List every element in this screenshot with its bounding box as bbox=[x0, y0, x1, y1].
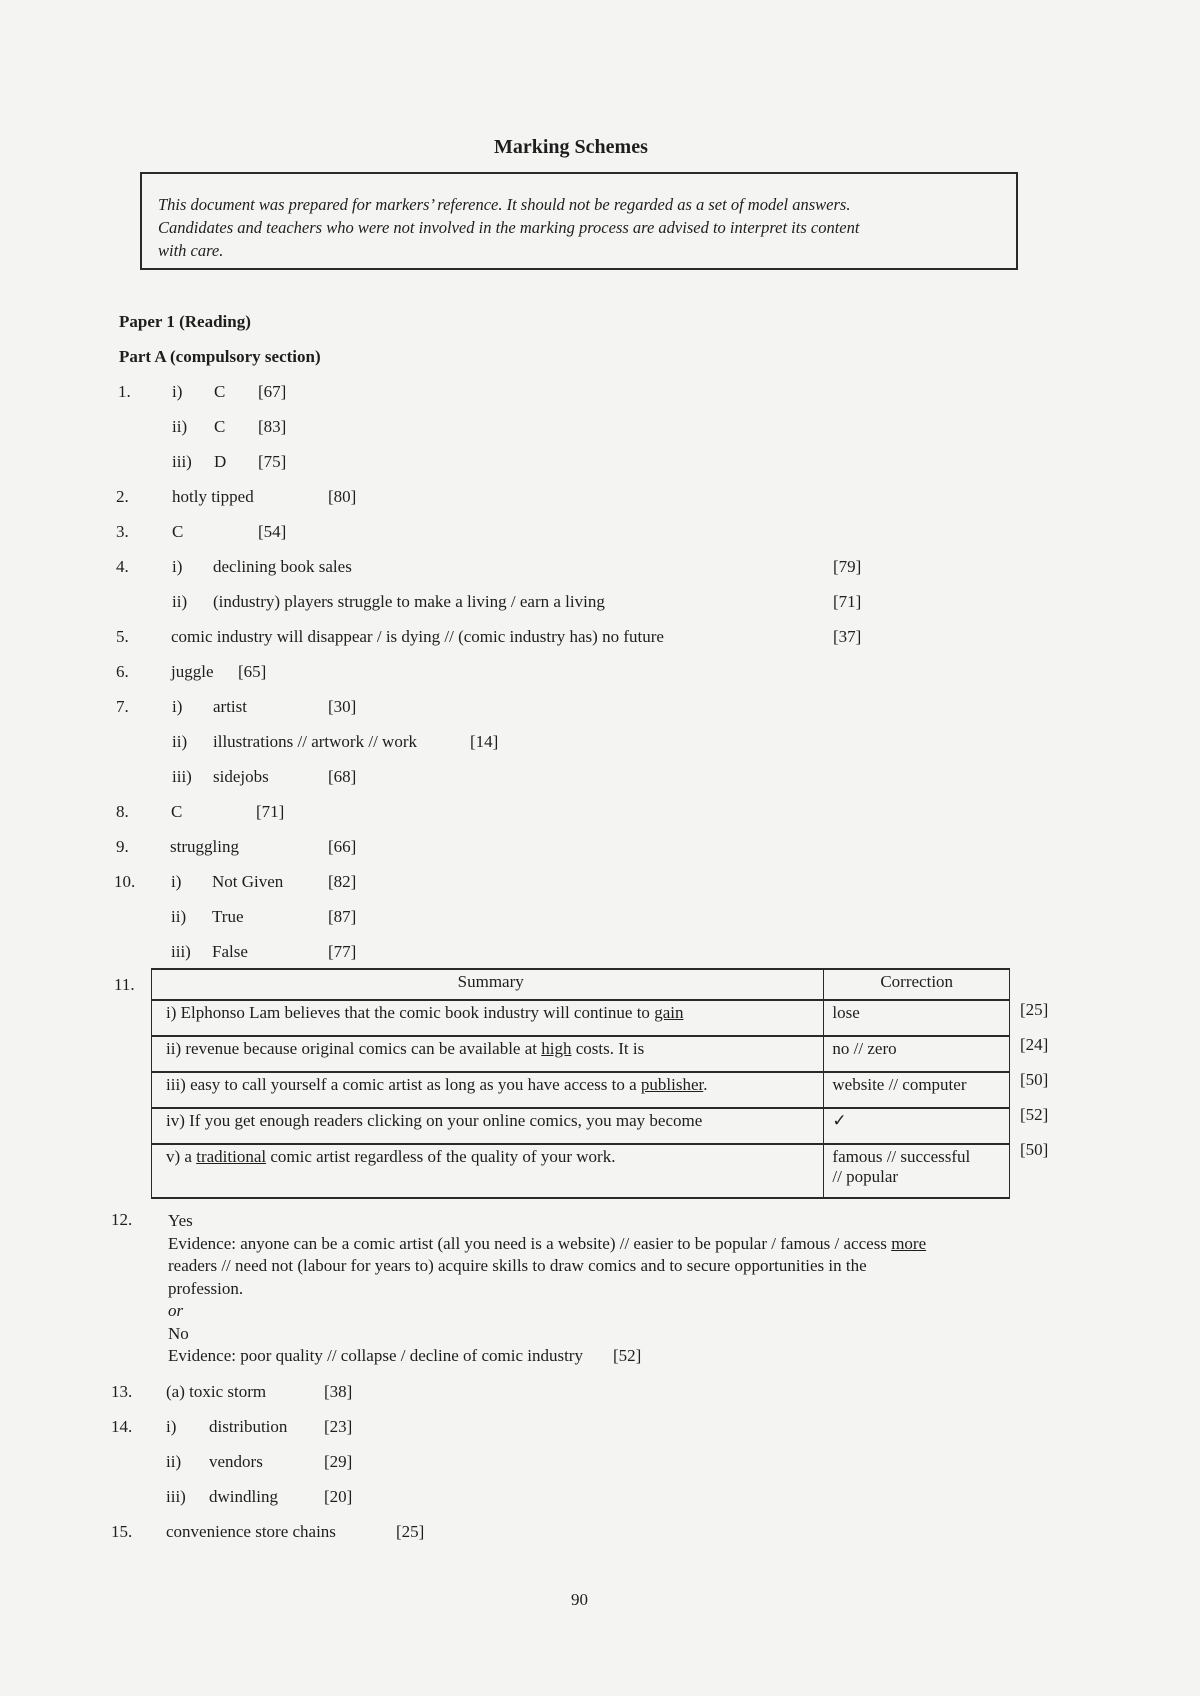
sub-label: iii) bbox=[172, 452, 192, 471]
notice-box bbox=[140, 172, 1018, 270]
answer: illustrations // artwork // work bbox=[213, 732, 417, 751]
answer: comic industry will disappear / is dying // (comic industry has) no future bbox=[171, 627, 664, 646]
mark: [87] bbox=[328, 907, 357, 926]
mark: [71] bbox=[833, 592, 862, 611]
mark: [54] bbox=[258, 522, 287, 541]
question-number: 14. bbox=[111, 1417, 133, 1436]
mark: [37] bbox=[833, 627, 862, 646]
notice-line: with care. bbox=[158, 241, 224, 260]
evidence-text: Evidence: poor quality // collapse / decline of comic industry [52] bbox=[168, 1346, 642, 1365]
mark: [24] bbox=[1020, 1035, 1049, 1054]
notice-line: Candidates and teachers who were not involved in the marking process are advised to interpret its content bbox=[158, 218, 860, 237]
mark: [50] bbox=[1020, 1140, 1049, 1159]
mark: [75] bbox=[258, 452, 287, 471]
correction-cell: famous // successful // popular bbox=[824, 1144, 1010, 1198]
sub-label: iii) bbox=[171, 942, 191, 961]
mark: [65] bbox=[238, 662, 267, 681]
correction-cell: ✓ bbox=[824, 1108, 1010, 1144]
question-number: 15. bbox=[111, 1522, 133, 1541]
sub-label: i) bbox=[171, 872, 182, 891]
answer: C bbox=[171, 802, 183, 821]
question-number: 12. bbox=[111, 1210, 133, 1229]
sub-label: ii) bbox=[166, 1452, 182, 1471]
sub-label: ii) bbox=[172, 592, 188, 611]
mark: [30] bbox=[328, 697, 357, 716]
answer: declining book sales bbox=[213, 557, 352, 576]
answer: Yes bbox=[168, 1211, 193, 1230]
mark: [25] bbox=[1020, 1000, 1049, 1019]
mark: [83] bbox=[258, 417, 287, 436]
answer: C bbox=[214, 382, 226, 401]
correction-cell: website // computer bbox=[824, 1072, 1010, 1108]
correction-header: Correction bbox=[824, 969, 1010, 1000]
answer: convenience store chains bbox=[166, 1522, 336, 1541]
answer: D bbox=[214, 452, 227, 471]
answer: Not Given bbox=[212, 872, 284, 891]
correction-cell: no // zero bbox=[824, 1036, 1010, 1072]
summary-cell: v) a traditional comic artist regardless of the quality of your work. bbox=[152, 1144, 824, 1198]
question-number: 13. bbox=[111, 1382, 133, 1401]
answer: C bbox=[172, 522, 184, 541]
summary-cell: ii) revenue because original comics can be available at high costs. It is bbox=[152, 1036, 824, 1072]
mark: [80] bbox=[328, 487, 357, 506]
question-number: 11. bbox=[114, 975, 135, 994]
sub-label: i) bbox=[172, 557, 183, 576]
question-number: 1. bbox=[118, 382, 131, 401]
part-heading: Part A (compulsory section) bbox=[119, 347, 321, 366]
question-number: 6. bbox=[116, 662, 129, 681]
sub-label: ii) bbox=[172, 417, 188, 436]
answer: dwindling bbox=[209, 1487, 278, 1506]
sub-label: i) bbox=[166, 1417, 177, 1436]
answer: vendors bbox=[209, 1452, 263, 1471]
summary-cell: i) Elphonso Lam believes that the comic book industry will continue to gain bbox=[152, 1000, 824, 1036]
answer: No bbox=[168, 1323, 189, 1343]
summary-cell: iii) easy to call yourself a comic artist as long as you have access to a publisher. bbox=[152, 1072, 824, 1108]
question-number: 3. bbox=[116, 522, 129, 541]
answer: juggle bbox=[171, 662, 214, 681]
question-number: 4. bbox=[116, 557, 129, 576]
mark: [68] bbox=[328, 767, 357, 786]
mark: [23] bbox=[324, 1417, 353, 1436]
sub-label: iii) bbox=[172, 767, 192, 786]
mark: [52] bbox=[1020, 1105, 1049, 1124]
answer: False bbox=[212, 942, 248, 961]
mark: [82] bbox=[328, 872, 357, 891]
sub-label: ii) bbox=[171, 907, 187, 926]
question-number: 10. bbox=[114, 872, 136, 891]
mark: [66] bbox=[328, 837, 357, 856]
table-row bbox=[152, 1144, 1010, 1198]
table-row bbox=[152, 1072, 1010, 1108]
evidence-text: Evidence: anyone can be a comic artist (all you need is a website) // easier to be popular / famous / access more bbox=[168, 1233, 927, 1253]
answer: C bbox=[214, 417, 226, 436]
mark: [14] bbox=[470, 732, 499, 751]
paper-heading: Paper 1 (Reading) bbox=[119, 312, 251, 331]
summary-header: Summary bbox=[152, 969, 824, 1000]
answer: hotly tipped bbox=[172, 487, 254, 506]
notice-line: This document was prepared for markers’ reference. It should not be regarded as a set of model answers. bbox=[158, 195, 851, 214]
answer: True bbox=[212, 907, 244, 926]
q12-answer bbox=[168, 1210, 1058, 1368]
summary-cell: iv) If you get enough readers clicking on your online comics, you may become bbox=[152, 1108, 824, 1144]
answer: artist bbox=[213, 697, 247, 716]
mark: [52] bbox=[612, 1346, 642, 1365]
mark: [71] bbox=[256, 802, 285, 821]
evidence-text: readers // need not (labour for years to) acquire skills to draw comics and to secure opportunities in the bbox=[168, 1256, 867, 1275]
summary-table bbox=[151, 968, 1010, 1199]
question-number: 7. bbox=[116, 697, 129, 716]
answer: struggling bbox=[170, 837, 239, 856]
sub-label: i) bbox=[172, 382, 183, 401]
correction-cell: lose bbox=[824, 1000, 1010, 1036]
or-label: or bbox=[168, 1301, 184, 1320]
mark: [25] bbox=[396, 1522, 425, 1541]
sub-label: ii) bbox=[172, 732, 188, 751]
evidence-text: profession. bbox=[168, 1278, 244, 1298]
mark: [29] bbox=[324, 1452, 353, 1471]
mark: [67] bbox=[258, 382, 287, 401]
mark: [20] bbox=[324, 1487, 353, 1506]
question-number: 2. bbox=[116, 487, 129, 506]
mark: [77] bbox=[328, 942, 357, 961]
question-number: 8. bbox=[116, 802, 129, 821]
mark: [79] bbox=[833, 557, 862, 576]
question-number: 5. bbox=[116, 627, 129, 646]
table-row bbox=[152, 1000, 1010, 1036]
answer: sidejobs bbox=[213, 767, 269, 786]
answer: (industry) players struggle to make a living / earn a living bbox=[213, 592, 605, 611]
table-row bbox=[152, 1108, 1010, 1144]
mark: [50] bbox=[1020, 1070, 1049, 1089]
sub-label: iii) bbox=[166, 1487, 186, 1506]
answer: distribution bbox=[209, 1417, 288, 1436]
page-title: Marking Schemes bbox=[494, 136, 648, 158]
answer: (a) toxic storm bbox=[166, 1382, 267, 1401]
mark: [38] bbox=[324, 1382, 353, 1401]
page-number: 90 bbox=[571, 1590, 588, 1609]
question-number: 9. bbox=[116, 837, 129, 856]
sub-label: i) bbox=[172, 697, 183, 716]
table-header-row bbox=[152, 969, 1010, 1000]
table-row bbox=[152, 1036, 1010, 1072]
